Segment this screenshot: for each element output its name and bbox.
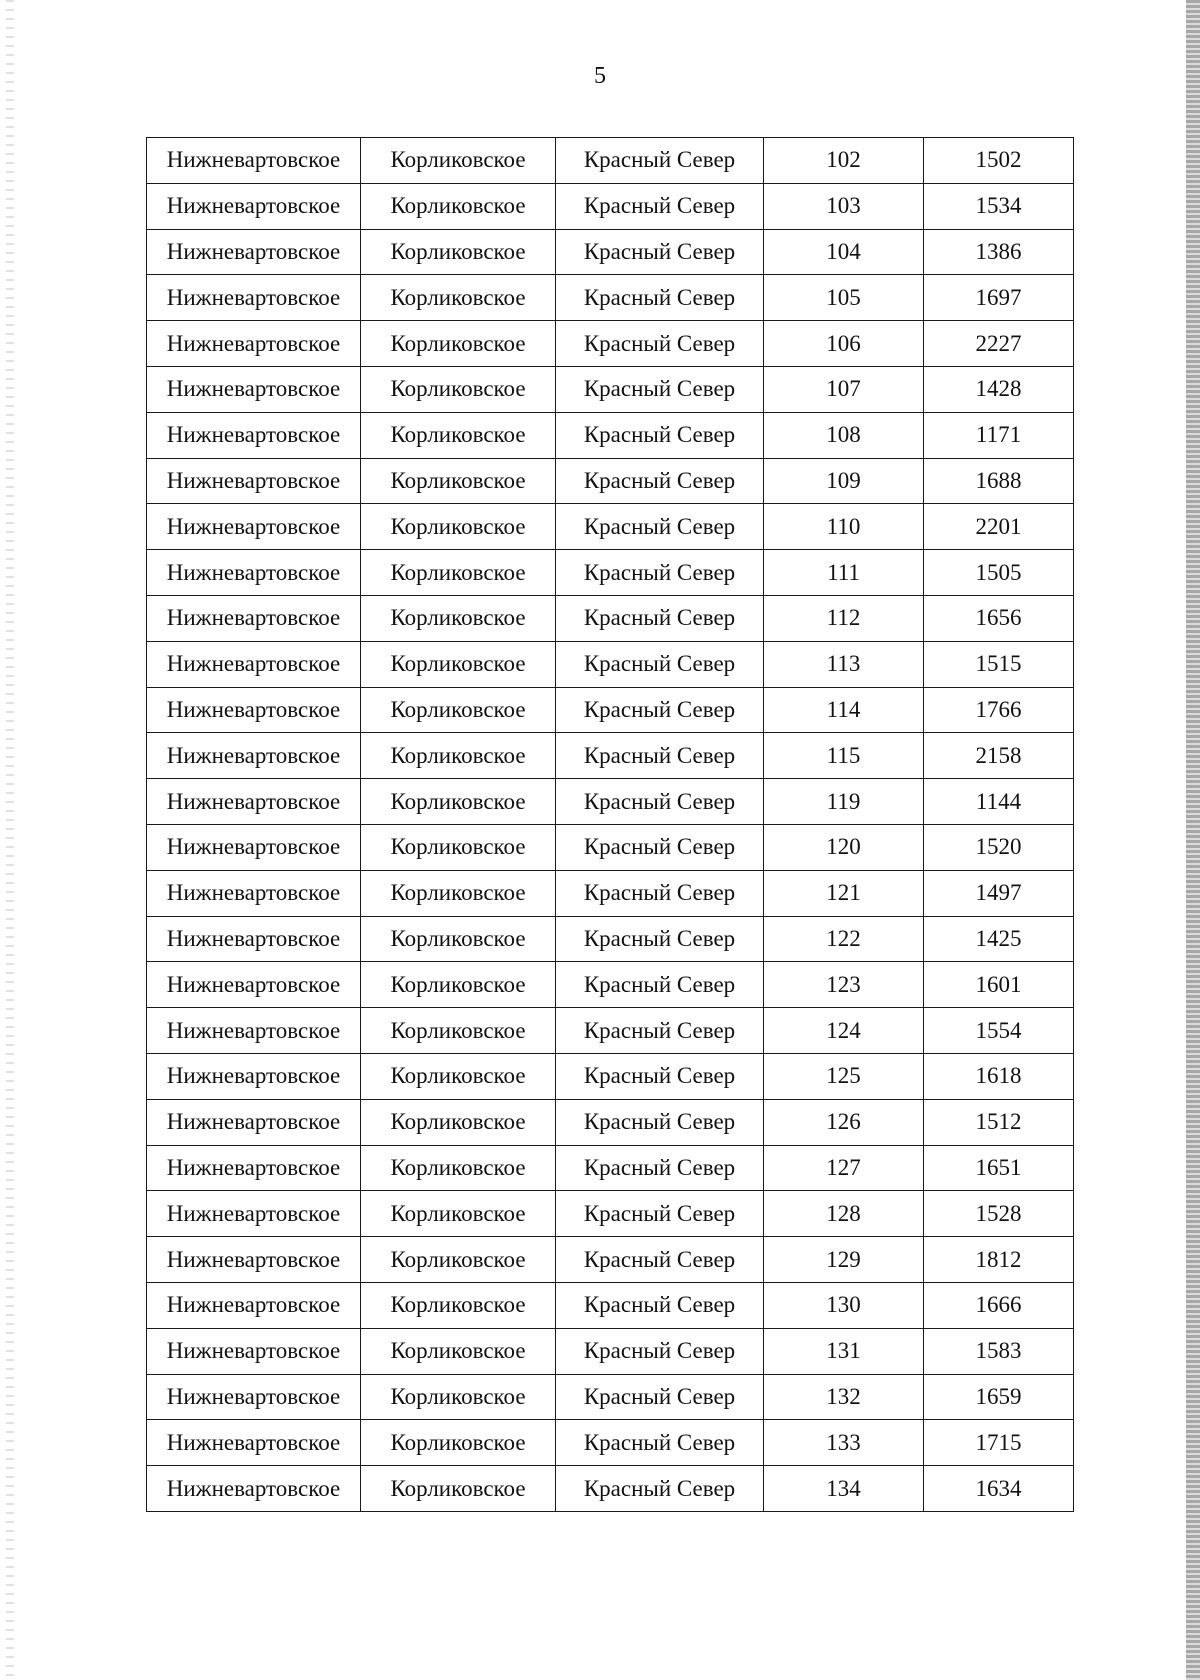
cell-value: 1656: [924, 595, 1074, 641]
cell-value: 1428: [924, 366, 1074, 412]
cell-license-area: Корликовское: [361, 458, 556, 504]
table-row: [147, 1099, 1074, 1145]
table-body: [147, 138, 1074, 1512]
cell-field: Нижневартовское: [147, 641, 361, 687]
cell-field: Нижневартовское: [147, 1191, 361, 1237]
cell-pad: Красный Север: [556, 1053, 764, 1099]
cell-well-number: 115: [764, 733, 924, 779]
table-row: [147, 595, 1074, 641]
cell-value: 1534: [924, 183, 1074, 229]
cell-pad: Красный Север: [556, 1008, 764, 1054]
cell-value: 1697: [924, 275, 1074, 321]
cell-pad: Красный Север: [556, 916, 764, 962]
cell-pad: Красный Север: [556, 275, 764, 321]
table-row: [147, 870, 1074, 916]
cell-value: 1618: [924, 1053, 1074, 1099]
table-row: [147, 1328, 1074, 1374]
cell-license-area: Корликовское: [361, 733, 556, 779]
cell-value: 1497: [924, 870, 1074, 916]
table-row: [147, 824, 1074, 870]
cell-pad: Красный Север: [556, 687, 764, 733]
cell-field: Нижневартовское: [147, 1420, 361, 1466]
cell-pad: Красный Север: [556, 550, 764, 596]
cell-field: Нижневартовское: [147, 779, 361, 825]
table-row: [147, 366, 1074, 412]
cell-well-number: 102: [764, 138, 924, 184]
cell-pad: Красный Север: [556, 779, 764, 825]
cell-field: Нижневартовское: [147, 1145, 361, 1191]
cell-value: 1425: [924, 916, 1074, 962]
cell-value: 1812: [924, 1237, 1074, 1283]
cell-pad: Красный Север: [556, 1374, 764, 1420]
cell-well-number: 108: [764, 412, 924, 458]
cell-license-area: Корликовское: [361, 229, 556, 275]
cell-value: 1505: [924, 550, 1074, 596]
cell-value: 1144: [924, 779, 1074, 825]
table-row: [147, 641, 1074, 687]
cell-field: Нижневартовское: [147, 1053, 361, 1099]
cell-pad: Красный Север: [556, 824, 764, 870]
scan-edge-right: [1186, 0, 1200, 1680]
cell-well-number: 119: [764, 779, 924, 825]
cell-pad: Красный Север: [556, 412, 764, 458]
cell-well-number: 106: [764, 321, 924, 367]
cell-license-area: Корликовское: [361, 1237, 556, 1283]
cell-well-number: 131: [764, 1328, 924, 1374]
cell-value: 1634: [924, 1466, 1074, 1512]
table-row: [147, 1282, 1074, 1328]
cell-pad: Красный Север: [556, 321, 764, 367]
cell-license-area: Корликовское: [361, 1420, 556, 1466]
table-row: [147, 916, 1074, 962]
cell-well-number: 113: [764, 641, 924, 687]
cell-license-area: Корликовское: [361, 1145, 556, 1191]
cell-value: 1715: [924, 1420, 1074, 1466]
cell-pad: Красный Север: [556, 870, 764, 916]
cell-well-number: 104: [764, 229, 924, 275]
cell-value: 1651: [924, 1145, 1074, 1191]
cell-well-number: 103: [764, 183, 924, 229]
data-table: [146, 137, 1074, 1512]
cell-license-area: Корликовское: [361, 1282, 556, 1328]
cell-pad: Красный Север: [556, 595, 764, 641]
table-row: [147, 229, 1074, 275]
cell-license-area: Корликовское: [361, 550, 556, 596]
cell-field: Нижневартовское: [147, 870, 361, 916]
table-row: [147, 1145, 1074, 1191]
cell-value: 1528: [924, 1191, 1074, 1237]
cell-value: 1554: [924, 1008, 1074, 1054]
cell-value: 1666: [924, 1282, 1074, 1328]
cell-field: Нижневартовское: [147, 275, 361, 321]
cell-license-area: Корликовское: [361, 641, 556, 687]
cell-pad: Красный Север: [556, 1466, 764, 1512]
cell-pad: Красный Север: [556, 641, 764, 687]
cell-license-area: Корликовское: [361, 366, 556, 412]
cell-license-area: Корликовское: [361, 779, 556, 825]
cell-well-number: 110: [764, 504, 924, 550]
table-row: [147, 779, 1074, 825]
cell-value: 1386: [924, 229, 1074, 275]
cell-well-number: 123: [764, 962, 924, 1008]
cell-license-area: Корликовское: [361, 1328, 556, 1374]
cell-license-area: Корликовское: [361, 1191, 556, 1237]
cell-value: 1520: [924, 824, 1074, 870]
cell-field: Нижневартовское: [147, 504, 361, 550]
cell-well-number: 120: [764, 824, 924, 870]
cell-field: Нижневартовское: [147, 412, 361, 458]
cell-license-area: Корликовское: [361, 824, 556, 870]
cell-field: Нижневартовское: [147, 366, 361, 412]
cell-field: Нижневартовское: [147, 1237, 361, 1283]
cell-field: Нижневартовское: [147, 1328, 361, 1374]
cell-pad: Красный Север: [556, 138, 764, 184]
cell-license-area: Корликовское: [361, 138, 556, 184]
cell-value: 1688: [924, 458, 1074, 504]
cell-pad: Красный Север: [556, 229, 764, 275]
cell-field: Нижневартовское: [147, 733, 361, 779]
cell-well-number: 134: [764, 1466, 924, 1512]
table-row: [147, 733, 1074, 779]
cell-field: Нижневартовское: [147, 595, 361, 641]
cell-license-area: Корликовское: [361, 595, 556, 641]
cell-well-number: 121: [764, 870, 924, 916]
cell-pad: Красный Север: [556, 1282, 764, 1328]
table-row: [147, 1374, 1074, 1420]
table-row: [147, 687, 1074, 733]
cell-field: Нижневартовское: [147, 1282, 361, 1328]
cell-well-number: 111: [764, 550, 924, 596]
cell-value: 1512: [924, 1099, 1074, 1145]
table-row: [147, 1466, 1074, 1512]
cell-field: Нижневартовское: [147, 916, 361, 962]
cell-license-area: Корликовское: [361, 412, 556, 458]
cell-field: Нижневартовское: [147, 138, 361, 184]
cell-well-number: 122: [764, 916, 924, 962]
cell-pad: Красный Север: [556, 1099, 764, 1145]
cell-field: Нижневартовское: [147, 229, 361, 275]
cell-field: Нижневартовское: [147, 687, 361, 733]
cell-pad: Красный Север: [556, 366, 764, 412]
cell-value: 1601: [924, 962, 1074, 1008]
cell-well-number: 128: [764, 1191, 924, 1237]
table-row: [147, 1008, 1074, 1054]
cell-value: 1766: [924, 687, 1074, 733]
cell-value: 1171: [924, 412, 1074, 458]
table-row: [147, 458, 1074, 504]
cell-pad: Красный Север: [556, 1145, 764, 1191]
cell-well-number: 105: [764, 275, 924, 321]
table-row: [147, 550, 1074, 596]
cell-well-number: 107: [764, 366, 924, 412]
cell-pad: Красный Север: [556, 1237, 764, 1283]
cell-well-number: 132: [764, 1374, 924, 1420]
cell-field: Нижневартовское: [147, 1099, 361, 1145]
cell-field: Нижневартовское: [147, 1008, 361, 1054]
cell-license-area: Корликовское: [361, 321, 556, 367]
cell-license-area: Корликовское: [361, 1008, 556, 1054]
table-row: [147, 275, 1074, 321]
cell-license-area: Корликовское: [361, 962, 556, 1008]
table-row: [147, 1420, 1074, 1466]
cell-pad: Красный Север: [556, 962, 764, 1008]
cell-pad: Красный Север: [556, 733, 764, 779]
page-number: 5: [594, 63, 606, 89]
cell-license-area: Корликовское: [361, 1053, 556, 1099]
table-row: [147, 412, 1074, 458]
cell-pad: Красный Север: [556, 504, 764, 550]
cell-license-area: Корликовское: [361, 1099, 556, 1145]
cell-value: 2158: [924, 733, 1074, 779]
cell-license-area: Корликовское: [361, 1374, 556, 1420]
cell-pad: Красный Север: [556, 1328, 764, 1374]
cell-field: Нижневартовское: [147, 550, 361, 596]
cell-value: 1502: [924, 138, 1074, 184]
cell-well-number: 125: [764, 1053, 924, 1099]
table-row: [147, 321, 1074, 367]
cell-pad: Красный Север: [556, 183, 764, 229]
table-row: [147, 504, 1074, 550]
cell-license-area: Корликовское: [361, 916, 556, 962]
table-row: [147, 1053, 1074, 1099]
cell-well-number: 133: [764, 1420, 924, 1466]
table-row: [147, 1191, 1074, 1237]
table-row: [147, 962, 1074, 1008]
cell-value: 1583: [924, 1328, 1074, 1374]
cell-well-number: 109: [764, 458, 924, 504]
cell-value: 2201: [924, 504, 1074, 550]
cell-field: Нижневартовское: [147, 962, 361, 1008]
cell-well-number: 124: [764, 1008, 924, 1054]
cell-value: 1659: [924, 1374, 1074, 1420]
cell-field: Нижневартовское: [147, 824, 361, 870]
cell-well-number: 129: [764, 1237, 924, 1283]
cell-license-area: Корликовское: [361, 504, 556, 550]
table-row: [147, 183, 1074, 229]
table-row: [147, 1237, 1074, 1283]
cell-field: Нижневартовское: [147, 183, 361, 229]
table-row: [147, 138, 1074, 184]
scan-edge-left: [6, 0, 14, 1680]
cell-field: Нижневартовское: [147, 1374, 361, 1420]
cell-well-number: 126: [764, 1099, 924, 1145]
cell-field: Нижневартовское: [147, 1466, 361, 1512]
cell-well-number: 130: [764, 1282, 924, 1328]
cell-pad: Красный Север: [556, 458, 764, 504]
cell-well-number: 112: [764, 595, 924, 641]
cell-well-number: 127: [764, 1145, 924, 1191]
cell-pad: Красный Север: [556, 1191, 764, 1237]
cell-well-number: 114: [764, 687, 924, 733]
cell-license-area: Корликовское: [361, 1466, 556, 1512]
cell-field: Нижневартовское: [147, 458, 361, 504]
cell-pad: Красный Север: [556, 1420, 764, 1466]
cell-license-area: Корликовское: [361, 183, 556, 229]
cell-value: 2227: [924, 321, 1074, 367]
cell-field: Нижневартовское: [147, 321, 361, 367]
cell-license-area: Корликовское: [361, 275, 556, 321]
cell-license-area: Корликовское: [361, 870, 556, 916]
cell-license-area: Корликовское: [361, 687, 556, 733]
cell-value: 1515: [924, 641, 1074, 687]
